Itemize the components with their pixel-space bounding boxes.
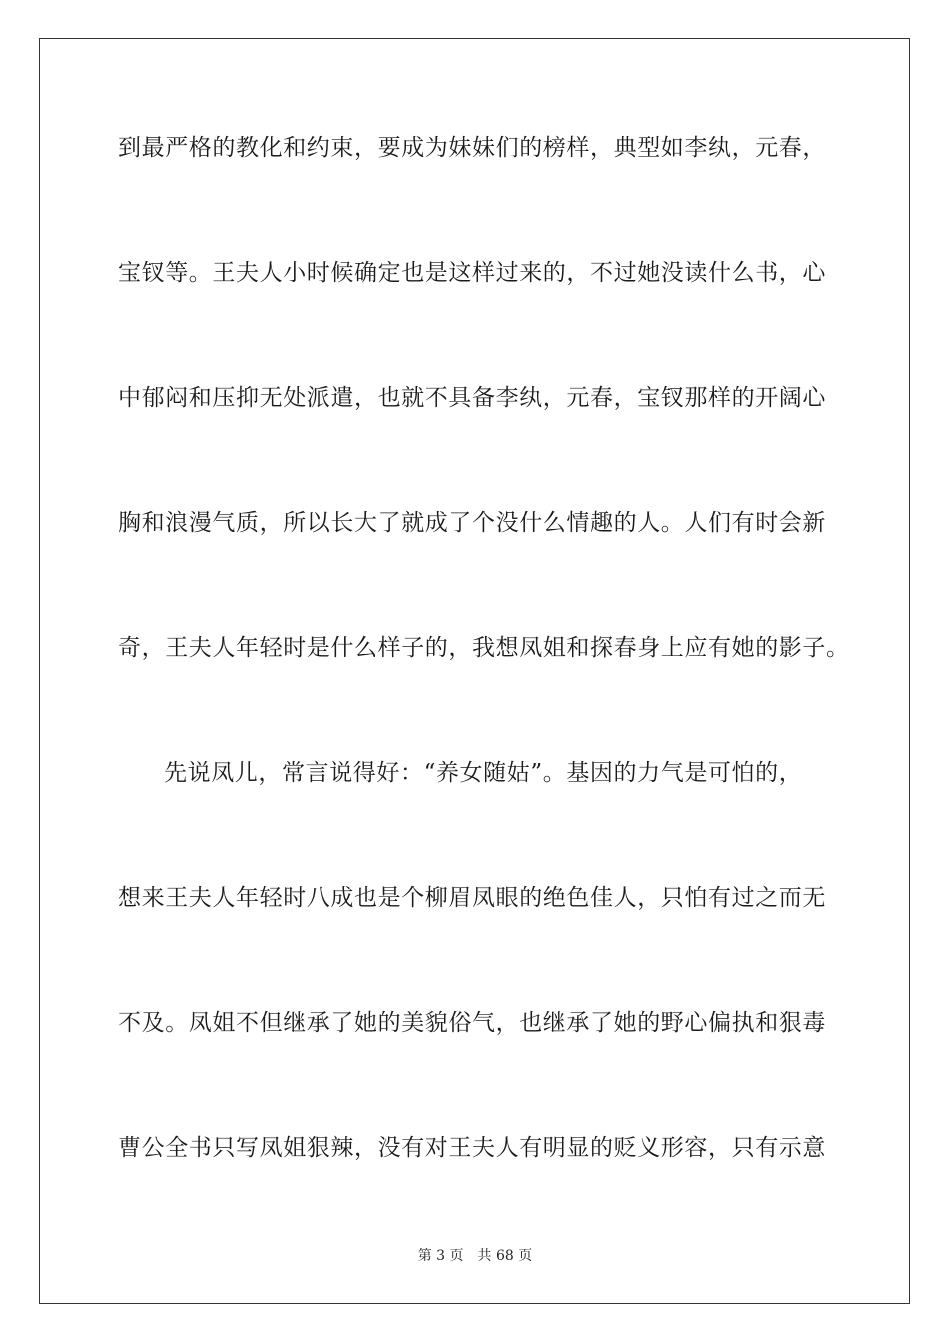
body-text-line: 到最严格的教化和约束，要成为妹妹们的榜样，典型如李纨，元春， — [118, 135, 826, 161]
page-total: 共 68 页 — [477, 1248, 533, 1264]
page-border — [39, 38, 910, 1304]
body-text-line: 胸和浪漫气质，所以长大了就成了个没什么情趣的人。人们有时会新 — [118, 510, 826, 536]
page-footer — [0, 1247, 950, 1265]
page-number: 第 3 页 — [417, 1248, 464, 1264]
body-text-line: 奇，王夫人年轻时是什么样子的，我想凤姐和探春身上应有她的影子。 — [118, 635, 850, 661]
paragraph-start-line: 先说凤儿，常言说得好：“养女随姑”。基因的力气是可怕的， — [164, 760, 803, 786]
body-text-line: 中郁闷和压抑无处派遣，也就不具备李纨，元春，宝钗那样的开阔心 — [118, 385, 826, 411]
body-text-line: 不及。凤姐不但继承了她的美貌俗气，也继承了她的野心偏执和狠毒 — [118, 1010, 826, 1036]
body-text-line: 想来王夫人年轻时八成也是个柳眉凤眼的绝色佳人，只怕有过之而无 — [118, 885, 826, 911]
body-text-line: 曹公全书只写凤姐狠辣，没有对王夫人有明显的贬义形容，只有示意 — [118, 1135, 826, 1161]
body-text-line: 宝钗等。王夫人小时候确定也是这样过来的，不过她没读什么书，心 — [118, 260, 826, 286]
